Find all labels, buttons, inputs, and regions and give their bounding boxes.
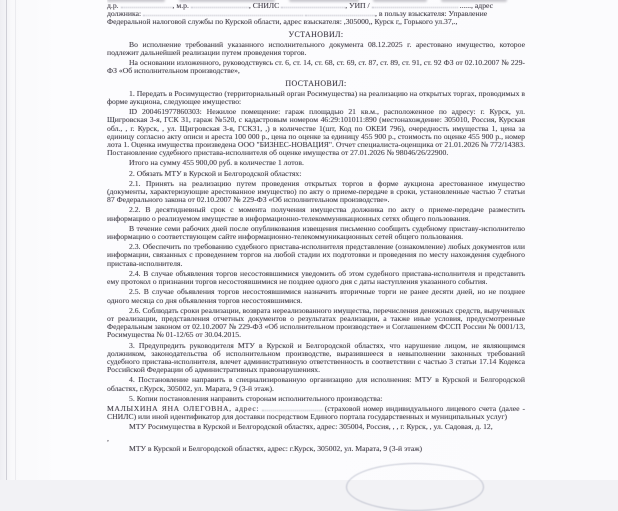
- header-personal-tail: ......, адрес: [459, 1, 494, 10]
- redacted-text: [121, 2, 173, 8]
- paragraph-ustanovil-1: Во исполнение требований указанного исполнительного документа 08.12.2025 г. арестовано имущество, которое подлежит дальнейшей реализации путем проведения торгов.: [107, 39, 525, 58]
- debtor-party-name: МАЛЫХИНА ЯНА ОЛЕГОВНА, адрес:: [107, 403, 260, 413]
- postanovil-heading: ПОСТАНОВИЛ:: [285, 78, 347, 88]
- redacted-text: [372, 2, 458, 8]
- claimant-intro: , в пользу взыскателя: Управление: [375, 9, 488, 19]
- paragraph-party-mtu: МТУ в Курской и Белгородской областях, адрес: г.Курск, 305002, ул. Марата, 9 (3-й этаж): [129, 443, 423, 453]
- birthdate-label: д.р.: [107, 1, 119, 10]
- paragraph-comma: ,: [107, 433, 109, 443]
- paragraph-party-debtor: [107, 405, 525, 421]
- document-body: [107, 0, 525, 453]
- paragraph-item-5: 5. Копии постановления направить сторонам исполнительного производства:: [129, 393, 383, 403]
- birthplace-label: , м.р.: [172, 1, 189, 10]
- paragraph-item-2-3: 2.3. Обеспечить по требованию судебного пристава-исполнителя представление (ознакомление) любых документов или информации, связанных с проведением торгов на любой стадии их подготовки и проведения по месту нахождения судебного пристава-исполнителя.: [107, 242, 525, 268]
- paragraph-item-3: 3. Предупредить руководителя МТУ в Курской и Белгородской областях, что нарушение лицом, не являющимся должником, законодательства об исполнительном производстве, выразившееся в невыполнении законных требований судебного пристава-исполнителя, влечет административную ответственность в соответствии с частью 3 статьи 17.14 Кодекса Российской Федерации об административных правонарушениях.: [107, 340, 525, 375]
- redacted-text: [281, 2, 345, 8]
- snils-label: , СНИЛС: [248, 1, 280, 10]
- paragraph-item-2-1: 2.1. Принять на реализацию путем проведения открытых торгов в форме аукциона арестованное имущество (документы, характеризующие арестованное имущество) по акту о приеме-передаче в сроки, установленные частью 7 статьи 87 Федерального закона от 02.10.2007 № 229-ФЗ «Об исполнительном производстве».: [107, 178, 525, 205]
- paragraph-item-2-6: 2.6. Соблюдать сроки реализации, возврата нереализованного имущества, перечисления денежных средств, вырученных от реализации, представления отчетных документов о результатах реализации, а также иные условия, предусмотренные Федеральным законом от 02.10.2007 № 229-ФЗ «Об исполнительном производстве» и Соглашением ФССП России № 0001/13, Росимущества № 01-12/65 от 30.04.2015.: [107, 305, 525, 340]
- paragraph-item-4: 4. Постановление направить в специализированную организацию для исполнения: МТУ в Курской и Белгородской областях, г.Курск, 305002, ул. Марата, 9 (3-й этаж).: [107, 375, 525, 393]
- scan-edge-line: [6, 0, 7, 480]
- paragraph-item-2-4: 2.4. В случае объявления торгов несостоявшимися уведомить об этом судебного пристава-исполнителя и представить ему протокол о признании торгов несостоявшимися не позднее одного дня с даты наступления указанного события.: [107, 268, 525, 287]
- paragraph-item-2-2: 2.2. В десятидневный срок с момента получения имущества должника по акту о приеме-передаче разместить информацию о реализуемом имуществе в информационно-телекоммуникационных сетях общего пользования.: [107, 205, 525, 223]
- scan-edge-line-2: [15, 0, 16, 480]
- uip-label: , УИП /: [345, 1, 370, 10]
- paragraph-ustanovil-2: На основании изложенного, руководствуясь ст. 6, ст. 14, ст. 68, ст. 69, ст. 87, ст. 89, ст. 91, ст. 92 ФЗ от 02.10.2007 № 229-ФЗ «Об исполнительном производстве»,: [107, 58, 525, 76]
- paragraph-item-2: 2. Обязать МТУ в Курской и Белгородской областях:: [129, 168, 302, 178]
- redacted-text: [262, 405, 322, 411]
- paragraph-total: Итого на сумму 455 900,00 руб. в количестве 1 лотов.: [129, 158, 304, 168]
- paragraph-property-description: ID 200461977860303: Нежилое помещение: гараж площадью 21 кв.м., расположенное по адресу: г. Курск, ул. Щигровская 3-я, ГСК 31, гараж №520, с кадастровым номером 46:29:101011:890 (местонахождение: 305010, Россия, Курская обл., , г. Курск, , ул. Щигровская 3-я, ГСК31, ,) в количестве 1(шт, Код по ОКЕИ 796), очередность имущества 1, цена за единицу согласно акту описи и ареста 100 000 р., цена по оценке за единицу 455 900 р., стоимость по оценке 455 900 р., номер лота 1. Оценка имущества произведена ООО "БИЗНЕС-НОВАЦИЯ". Отчет специалиста-оценщика от 21.01.2026 № 772/14383. Постановление судебного пристава-исполнителя об оценке имущества от 27.01.2026 № 98046/26/22900.: [107, 107, 525, 158]
- header-claimant-line: Федеральной налоговой службы по Курской области, адрес взыскателя: ,305000,, Курск г,, Горького ул.37,.,: [107, 17, 458, 27]
- faint-oval-stamp: [346, 463, 484, 511]
- paragraph-item-2-5: 2.5. В случае объявления торгов несостоявшимися назначить вторичные торги не ранее десяти дней, но не позднее одного месяца со дня объявления торгов несостоявшимися.: [107, 287, 525, 305]
- debtor-label: должника:: [107, 9, 142, 19]
- paragraph-party-rosim: МТУ Росимущества в Курской и Белгородской областях, адрес: 305004, Россия, , , г. Курск, , ул. Садовая, д. 12,: [129, 422, 493, 432]
- redacted-text: [143, 10, 303, 16]
- redacted-text: [191, 2, 249, 8]
- debtor-party-snils-note: (страховой номер индивидуального лицевого счета (далее - СНИЛС) или иной идентификатор для доставки посредством Единого портала государственных и муниципальных услуг): [107, 403, 525, 422]
- redacted-text: [305, 10, 375, 16]
- paragraph-item-1: 1. Передать в Росимущество (территориальный орган Росимущества) на реализацию на открытых торгах, проводимых в форме аукциона, следующее имущество:: [107, 88, 525, 107]
- paragraph-item-2-2b: В течение семи рабочих дней после опубликования извещения письменно сообщить судебному приставу-исполнителю информацию о соответствующем сайте информационно-телекоммуникационных сетей общего пользования.: [107, 223, 525, 242]
- ustanovil-heading: УСТАНОВИЛ:: [288, 29, 344, 39]
